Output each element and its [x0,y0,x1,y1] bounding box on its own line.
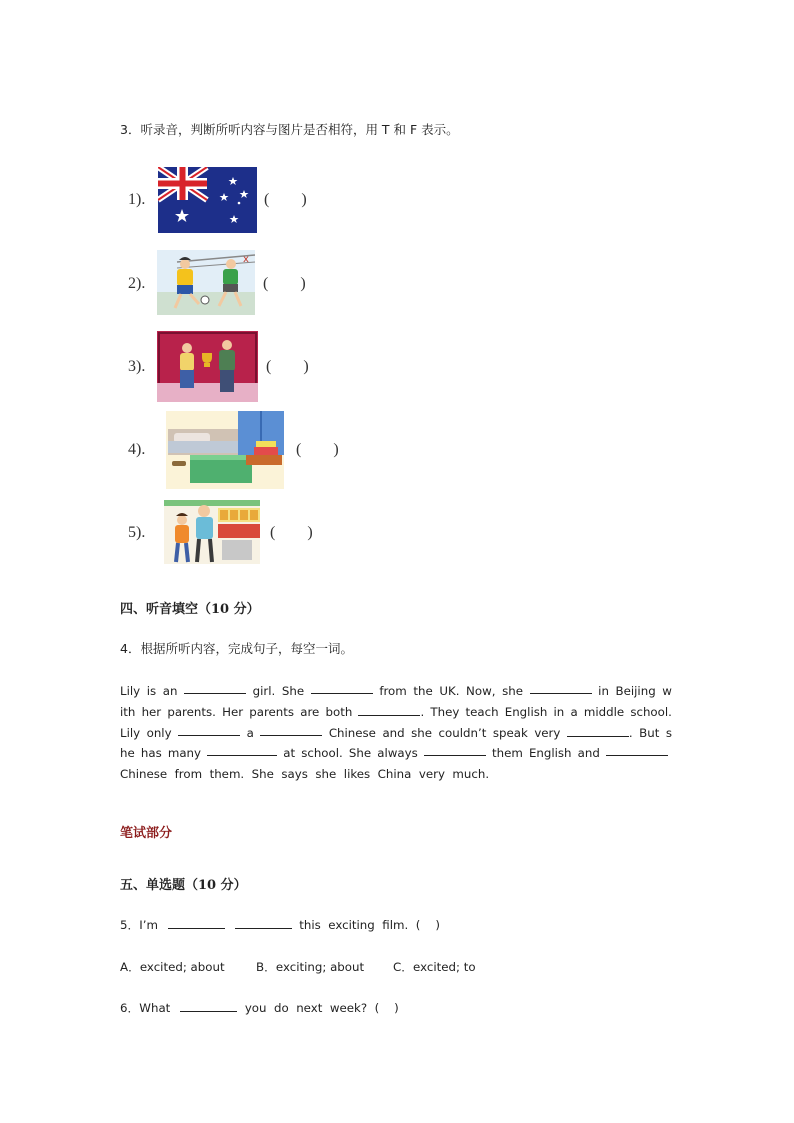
question-5-option-b[interactable]: B．exciting; about [256,960,365,974]
word: she [411,725,433,740]
word: are [300,704,320,719]
word: and [382,725,405,740]
section-4-title: 四、听音填空（10 分） [120,602,260,617]
word: he [120,746,135,761]
question-6-prefix: 6．What [120,1001,171,1015]
question-6-blank[interactable] [180,999,237,1012]
answer-blank-8[interactable] [207,743,277,756]
item-3-label: 3). [128,358,146,375]
word: Chinese [328,725,376,740]
word: her [141,704,162,719]
question-4-instruction: 4．根据所听内容，完成句子，每空一词。 [120,641,353,656]
word: both [325,704,353,719]
passage-line-5 [120,764,672,785]
question-5-blank-1[interactable] [168,916,225,929]
word: them [491,746,523,761]
word: Her [222,704,244,719]
item-1-label: 1). [128,191,146,208]
question-5-suffix: this exciting film. ( ) [299,918,440,932]
word: speak [492,725,528,740]
passage-line-3 [120,723,672,744]
word: English [528,746,572,761]
word: at [283,746,296,761]
word: and [577,746,600,761]
answer-blank-3[interactable] [530,681,592,694]
football-kids-image [157,250,255,315]
word: in [598,684,609,698]
word: w [662,684,672,698]
australia-flag-image [158,167,257,233]
item-2-label: 2). [128,275,146,292]
word: middle [583,704,625,719]
word: many [167,746,202,761]
bedroom-image [166,411,284,489]
answer-blank-4[interactable] [358,703,420,716]
word: a [570,704,578,719]
word: she [502,684,523,698]
passage-line-5-text: Chinese from them. She says she likes China very much. [120,767,490,782]
item-3-answer-paren[interactable]: ( ) [266,358,309,375]
word: parents [249,704,295,719]
question-5-blank-2[interactable] [235,916,292,929]
word: s [665,725,672,740]
passage-line-4 [120,743,672,764]
written-part-title: 笔试部分 [120,826,173,841]
word: Now, [466,684,496,698]
word: from [379,684,407,698]
word: a [246,725,254,740]
question-3-instruction: 3．听录音，判断所听内容与图片是否相符，用 T 和 F 表示。 [120,122,459,137]
word: school. [301,746,343,761]
item-5-answer-paren[interactable]: ( ) [270,524,313,541]
word: very [534,725,561,740]
word: the [413,684,433,698]
word: in [553,704,565,719]
word: . [628,725,633,740]
word: always [377,746,418,761]
word: She [281,684,305,698]
award-ceremony-image [157,331,258,402]
word: Beijing [615,684,656,698]
word: is [146,684,157,698]
word: ith [120,704,136,719]
question-5-prefix: 5．I’m [120,918,159,932]
answer-blank-2[interactable] [311,681,373,694]
answer-blank-1[interactable] [184,681,246,694]
word: school. [630,704,672,719]
item-1-answer-paren[interactable]: ( ) [264,191,307,208]
word: UK. [439,684,460,698]
word: They [430,704,460,719]
answer-blank-10[interactable] [606,743,668,756]
word: teach [465,704,499,719]
item-4-label: 4). [128,441,146,458]
question-6-suffix: you do next week? ( ) [244,1001,399,1015]
word: Lily [120,725,141,740]
passage-line-1 [120,681,672,702]
section-5-title: 五、单选题（10 分） [120,878,247,893]
word: Lily [120,684,141,698]
svg-text:x: x [243,254,249,265]
word: But [639,725,660,740]
word: English [504,704,548,719]
word: has [140,746,162,761]
item-5-label: 5). [128,524,146,541]
question-5-option-c[interactable]: C．excited; to [393,960,476,974]
answer-blank-9[interactable] [424,743,486,756]
word: parents. [167,704,216,719]
word: girl. [252,684,276,698]
item-4-answer-paren[interactable]: ( ) [296,441,339,458]
answer-blank-7[interactable] [567,724,629,737]
fill-in-passage [120,681,672,785]
item-2-answer-paren[interactable]: ( ) [263,275,306,292]
word: She [348,746,372,761]
answer-blank-6[interactable] [260,723,322,736]
passage-line-2 [120,702,672,723]
question-6 [120,999,399,1016]
question-5 [120,916,440,933]
answer-blank-5[interactable] [178,723,240,736]
shopping-image [164,500,260,564]
word: . [420,704,425,719]
word: only [146,725,172,740]
word: couldn’t [438,725,487,740]
question-5-option-a[interactable]: A．excited; about [120,960,225,974]
word: an [162,684,178,698]
